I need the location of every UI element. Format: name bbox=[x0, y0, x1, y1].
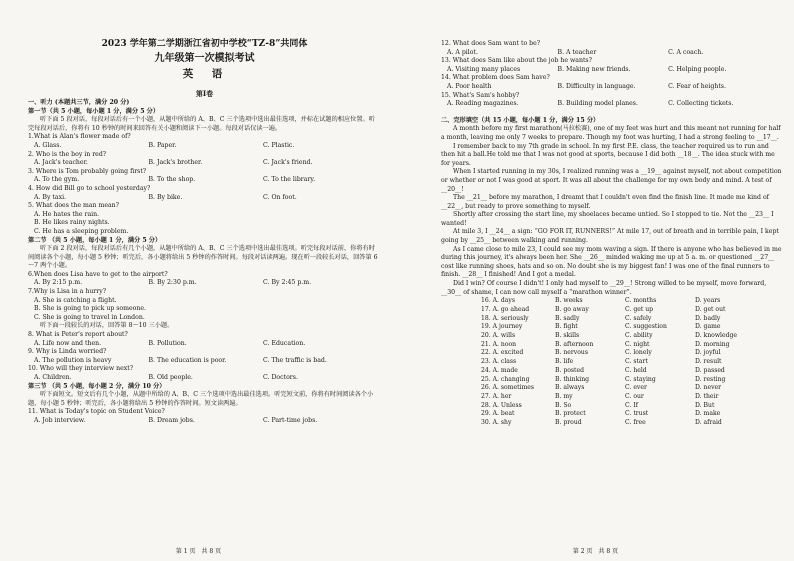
answer-option: 19. A journey bbox=[481, 323, 523, 331]
option: B. Jack's brother. bbox=[148, 159, 203, 167]
answer-row bbox=[481, 315, 765, 324]
answer-row bbox=[481, 358, 765, 367]
answer-option: D. never bbox=[695, 384, 722, 392]
answer-option: D. knowledge bbox=[695, 332, 738, 340]
option: A. He hates the rain. bbox=[34, 210, 100, 218]
answer-row bbox=[481, 376, 765, 385]
answer-option: B. my bbox=[555, 392, 573, 400]
question: 4. How did Bill go to school yesterday? bbox=[28, 184, 151, 192]
option: A. A pilot. bbox=[447, 48, 478, 56]
answer-option: 25. A. changing bbox=[481, 375, 530, 383]
answer-row bbox=[481, 297, 765, 306]
question-6-options bbox=[28, 279, 381, 288]
section1-directions: 听下面 5 段对话，每段对话后有一个小题，从题中所给的 A、B、C 三个选项中选出最佳选项，并标在试题的相应位置。听完每段对话后，你将有 10 秒钟的时间来回答有关小题和阅读下一小题。每段对话仅读一遍。 bbox=[28, 116, 375, 132]
question-options bbox=[28, 176, 381, 185]
answer-option: B. always bbox=[555, 384, 585, 392]
question-options bbox=[441, 49, 782, 58]
question-6: 6.When does Lisa have to get to the airport? bbox=[28, 270, 168, 278]
answer-option: D. their bbox=[695, 392, 719, 400]
section3-heading: 第三节 （共 5 小题，每小题 2 分，满分 10 分） bbox=[28, 382, 166, 390]
option: A. Children. bbox=[34, 374, 72, 381]
option: A. Life now and then. bbox=[34, 339, 102, 347]
answer-row bbox=[481, 402, 765, 411]
answer-option: B. go away bbox=[555, 305, 589, 313]
option: B. He likes rainy nights. bbox=[34, 219, 110, 227]
cloze-answer-options bbox=[481, 297, 765, 428]
option: A. Job interview. bbox=[34, 416, 86, 424]
option: B. The education is poor. bbox=[148, 356, 227, 364]
option: B. She is going to pick up someone. bbox=[34, 305, 147, 313]
question-options bbox=[441, 100, 782, 109]
answer-option: D. joyful bbox=[695, 349, 721, 357]
answer-option: D. game bbox=[695, 323, 721, 331]
question: 1.What is Alan's flower made of? bbox=[28, 133, 131, 141]
answer-option: B. thinking bbox=[555, 375, 590, 383]
answer-option: B. proud bbox=[555, 419, 582, 427]
answer-row bbox=[481, 332, 765, 341]
option: A. Glass. bbox=[34, 141, 62, 149]
passage-paragraph: Shortly after crossing the start line, my shoelaces became untied. So I stopped to tie. Not the __23__ I wanted! bbox=[441, 211, 774, 227]
page-1-content bbox=[28, 0, 381, 426]
question: 15. What's Sam's hobby? bbox=[441, 91, 520, 99]
answer-row bbox=[481, 306, 765, 315]
option: C. He has a sleeping problem. bbox=[34, 227, 129, 235]
section3-directions: 听下面短文。短文后有几个小题，从题中所给的 A、B、C 三个选项中选出最佳选项。听完短文前，你将有时间阅读各个小题，每小题 5 秒钟；听完后，各小题将给出 5 秒钟的作答时间。短文读两遍。 bbox=[28, 391, 374, 407]
answer-option: D. afraid bbox=[695, 419, 722, 427]
question-options bbox=[28, 340, 381, 349]
answer-option: C. start bbox=[625, 358, 648, 366]
option: A. By taxi. bbox=[34, 193, 67, 201]
answer-option: B. skills bbox=[555, 332, 580, 340]
option: C. Helping people. bbox=[668, 65, 727, 73]
option: B. By bike. bbox=[148, 193, 183, 201]
question-5-options bbox=[28, 211, 381, 237]
option: B. Pollution. bbox=[148, 339, 187, 347]
option: B. Making new friends. bbox=[557, 65, 631, 73]
option: C. Collecting tickets. bbox=[668, 100, 734, 108]
answer-option: D. result bbox=[695, 358, 722, 366]
answer-option: 20. A. wills bbox=[481, 332, 516, 340]
answer-row bbox=[481, 323, 765, 332]
exam-page-2 bbox=[397, 0, 794, 561]
answer-option: 23. A. class bbox=[481, 358, 517, 366]
answer-option: 18. A. seriously bbox=[481, 314, 529, 322]
option: C. Jack's friend. bbox=[263, 159, 313, 167]
answer-option: C. safely bbox=[625, 314, 652, 322]
option: C. Plastic. bbox=[263, 141, 295, 149]
exam-title-line1: 2023 学年第二学期浙江省初中学校“TZ-8”共同体 bbox=[101, 39, 308, 49]
question-5: 5. What does the man mean? bbox=[28, 202, 119, 210]
answer-row bbox=[481, 384, 765, 393]
option: A. Poor health bbox=[447, 82, 492, 90]
answer-option: C. suggestion bbox=[625, 323, 667, 331]
answer-row bbox=[481, 419, 765, 428]
question: 9. Why is Linda worried? bbox=[28, 348, 107, 356]
option: C. Fear of heights. bbox=[668, 82, 726, 90]
option: B. Difficulty in language. bbox=[557, 82, 636, 90]
answer-option: 29. A. beat bbox=[481, 410, 515, 418]
questions-12-15 bbox=[441, 40, 782, 109]
answer-option: 26. A. sometimes bbox=[481, 384, 534, 392]
passage-paragraph: At mile 3, I __24__ a sign: “GO FOR IT, RUNNERS!” At mile 17, out of breath and in terrible pain, I kept going by __25__ between walking and running. bbox=[441, 228, 779, 245]
answer-option: 17. A. go ahead bbox=[481, 305, 530, 313]
answer-option: 28. A. Unless bbox=[481, 401, 522, 409]
question-options bbox=[441, 66, 782, 75]
option: B. Building model planes. bbox=[557, 100, 638, 108]
section2-heading: 第二节 （共 5 小题，每小题 1 分，满分 5 分） bbox=[28, 236, 162, 244]
question-options bbox=[28, 159, 381, 168]
option: C. Doctors. bbox=[263, 374, 298, 381]
answer-row bbox=[481, 410, 765, 419]
answer-row bbox=[481, 349, 765, 358]
answer-option: 30. A. shy bbox=[481, 419, 512, 427]
passage-paragraph: A month before my first marathon(马拉松赛), one of my feet was hurt and this meant not running for half a month, leaving me only 7 weeks to prepare. Though my foot was hurting, I had a strong feeling to __17__. bbox=[441, 125, 781, 141]
page-number: 第 2 页 共 8 页 bbox=[572, 548, 619, 555]
answer-option: C. lonely bbox=[625, 349, 652, 357]
page-number: 第 1 页 共 8 页 bbox=[175, 548, 222, 555]
answer-option: B. life bbox=[555, 358, 574, 366]
option: B. A teacher bbox=[557, 48, 597, 56]
answer-option: C. If bbox=[625, 401, 638, 409]
option: B. Dream jobs. bbox=[148, 416, 195, 424]
passage-paragraph: When I started running in my 30s, I realized running was a __19__ against myself, not about competition or whether or not I was good at sport. It was all about the challenge for my own body and mind. A test of __20__! bbox=[441, 168, 782, 193]
answer-option: B. sadly bbox=[555, 314, 580, 322]
answer-option: C. our bbox=[625, 392, 644, 400]
passage-paragraph: As I came close to mile 23, I could see my mom waving a sign. If there is anyone who has believed in me during this journey, it's always been her. She __26__ minded waking me up at 5 a. m. or questioned __27__ cost like running shoes, hats and so on. No doubt she is my biggest fan! I was one of the final runners to finish. __28__ I finished! And I got a medal. bbox=[441, 245, 782, 279]
option: A. Reading magazines. bbox=[447, 100, 519, 108]
question-options bbox=[28, 374, 381, 383]
section2-next-instruction: 听下面一段较长的对话，回答第 8～10 三小题。 bbox=[40, 322, 174, 330]
option: A. Jack's teacher. bbox=[34, 159, 88, 167]
answer-option: D. make bbox=[695, 410, 721, 418]
answer-option: B. posted bbox=[555, 366, 585, 374]
question-options bbox=[28, 357, 381, 366]
answer-option: C. trust bbox=[625, 410, 649, 418]
answer-option: D. get out bbox=[695, 305, 726, 313]
option: A. By 2:15 p.m. bbox=[34, 279, 83, 287]
answer-option: B. fight bbox=[555, 323, 578, 331]
option: C. Part-time jobs. bbox=[263, 416, 318, 424]
section2-directions: 听下面 2 段对话，每段对话后有几个小题，从题中所给的 A、B、C 三个选项中选出最佳选项。听完每段对话前，你将有时间阅读各个小题，每小题 5 秒钟；听完后，各小题将给出 5 秒钟的作答时间。每段对话读两遍。现在听一段较长对话，回答第 6～7 两个小题。 bbox=[28, 245, 378, 270]
cloze-passage bbox=[441, 125, 782, 297]
question-7: 7.Why is Lisa in a hurry? bbox=[28, 288, 107, 296]
answer-option: D. But bbox=[695, 401, 715, 409]
answer-option: C. months bbox=[625, 297, 657, 305]
answer-row bbox=[481, 341, 765, 350]
question-7-options bbox=[28, 297, 381, 323]
question: 8. What is Peter's report about? bbox=[28, 331, 128, 339]
answer-row bbox=[481, 393, 765, 402]
answer-option: C. get up bbox=[625, 305, 654, 313]
answer-option: D. years bbox=[695, 297, 721, 305]
question-11: 11. What is Today's topic on Student Voice? bbox=[28, 408, 165, 416]
questions-8-10 bbox=[28, 331, 381, 383]
questions-1-4 bbox=[28, 133, 381, 202]
part2-heading: 二、完形填空（共 15 小题，每小题 1 分，满分 15 分） bbox=[441, 116, 600, 124]
section1-heading: 第一节（共 5 小题，每小题 1 分，满分 5 分） bbox=[28, 107, 160, 115]
answer-option: B. afternoon bbox=[555, 340, 594, 348]
question-options bbox=[28, 142, 381, 151]
passage-paragraph: I remember back to my 7th grade in school. In my first P.E. class, the teacher required us to run and then hit a ball.He told me that I was not good at sports, because I did both __18__. The idea stuck with me for years. bbox=[441, 142, 775, 167]
question: 12. What does Sam want to be? bbox=[441, 40, 541, 47]
subject-title: 英 语 bbox=[182, 68, 227, 80]
option: B. By 2:30 p.m. bbox=[148, 279, 197, 287]
option: A. To the gym. bbox=[34, 176, 80, 184]
option: A. She is catching a flight. bbox=[34, 296, 117, 304]
option: C. A coach. bbox=[668, 48, 704, 56]
option: B. To the shop. bbox=[148, 176, 196, 184]
answer-row bbox=[481, 367, 765, 376]
answer-option: D. badly bbox=[695, 314, 721, 322]
answer-option: 27. A. her bbox=[481, 392, 512, 400]
answer-option: C. night bbox=[625, 340, 650, 348]
answer-option: C. ability bbox=[625, 332, 653, 340]
option: C. To the library. bbox=[263, 176, 316, 184]
question-options bbox=[28, 194, 381, 203]
question: 13. What does Sam like about the job he wants? bbox=[441, 57, 592, 65]
answer-option: D. passed bbox=[695, 366, 725, 374]
answer-option: B. weeks bbox=[555, 297, 583, 305]
answer-option: 22. A. excited bbox=[481, 349, 524, 357]
answer-option: C. ever bbox=[625, 384, 647, 392]
option: B. Paper. bbox=[148, 141, 177, 149]
answer-option: B. nervous bbox=[555, 349, 588, 357]
option: C. Education. bbox=[263, 339, 306, 347]
option: C. The traffic is bad. bbox=[263, 356, 327, 364]
option: C. On foot. bbox=[263, 193, 297, 201]
question: 10. Who will they interview next? bbox=[28, 365, 134, 373]
answer-option: 16. A. days bbox=[481, 297, 516, 305]
answer-option: D. resting bbox=[695, 375, 726, 383]
option: A. Visiting many places bbox=[447, 65, 521, 73]
option: B. Old people. bbox=[148, 374, 193, 381]
part1-heading: 一、听力 (本题共三节，满分 20 分) bbox=[28, 99, 130, 106]
volume-label: 第Ⅰ卷 bbox=[195, 89, 214, 98]
answer-option: B. So bbox=[555, 401, 572, 409]
answer-option: C. held bbox=[625, 366, 647, 374]
answer-option: C. staying bbox=[625, 375, 656, 383]
option: A. The pollution is heavy bbox=[34, 356, 112, 364]
option: C. By 2:45 p.m. bbox=[263, 279, 312, 287]
question: 2. Who is the boy in red? bbox=[28, 150, 107, 158]
answer-option: B. protect bbox=[555, 410, 586, 418]
page-2-content bbox=[441, 40, 782, 428]
exam-title-line2: 九年级第一次模拟考试 bbox=[154, 53, 255, 64]
option: C. She is going to travel in London. bbox=[34, 313, 145, 321]
question: 14. What problem does Sam have? bbox=[441, 74, 550, 82]
question-options bbox=[441, 83, 782, 92]
answer-option: 21. A. noon bbox=[481, 340, 517, 348]
answer-option: D. morning bbox=[695, 340, 730, 348]
answer-option: C. free bbox=[625, 419, 646, 427]
passage-paragraph: Did I win? Of course I didn't! I only had myself to __29__! Strong willed to be myself, move forward, __30__ of shame, I can now call myself a “marathon winner”. bbox=[441, 280, 767, 296]
passage-paragraph: The __21__ before my marathon, I dreamt that I couldn't even find the finish line. It made me kind of __22__, but ready to prove something to myself. bbox=[441, 194, 769, 210]
answer-option: 24. A. made bbox=[481, 366, 518, 374]
question: 3. Where is Tom probably going first? bbox=[28, 167, 147, 175]
question-11-options bbox=[28, 417, 381, 426]
